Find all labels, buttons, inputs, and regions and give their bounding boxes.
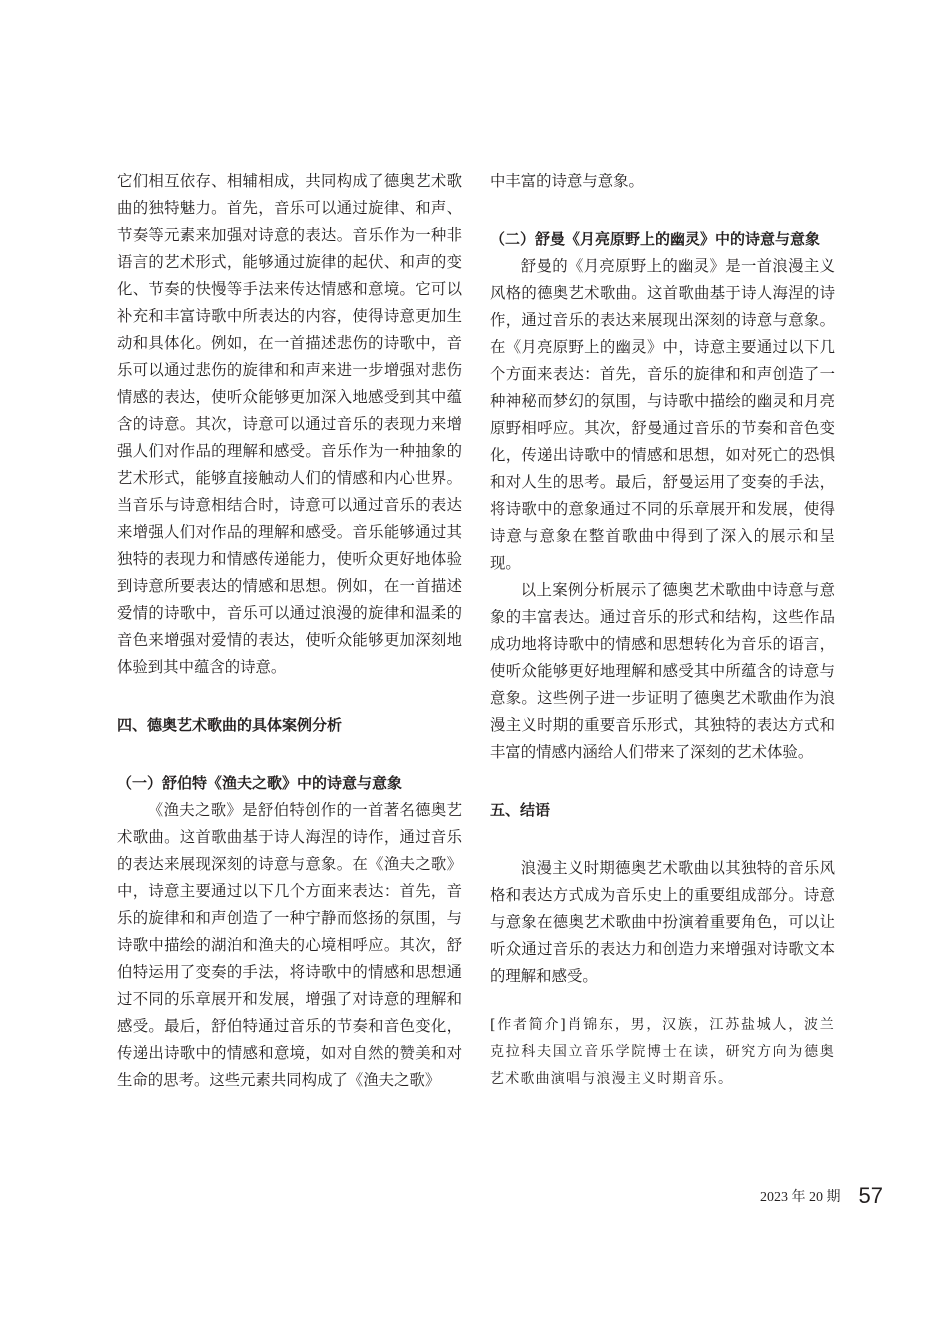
author-bio: [作者简介]肖锦东，男，汉族，江苏盐城人，波兰克拉科夫国立音乐学院博士在读，研究方向为德奥艺术歌曲演唱与浪漫主义时期音乐。 [490,1017,835,1087]
section-heading-4: 四、德奥艺术歌曲的具体案例分析 [117,716,343,734]
body-paragraph: 《渔夫之歌》是舒伯特创作的一首著名德奥艺术歌曲。这首歌曲基于诗人海涅的诗作，通过音乐的表达来展现深刻的诗意与意象。在《渔夫之歌》中，诗意主要通过以下几个方面来表达：首先，音乐的旋律和和声创造了一种宁静而悠扬的氛围，与诗歌中描绘的湖泊和渔夫的心境相呼应。其次，舒伯特运用了变奏的手法，将诗歌中的情感和思想通过不同的乐章展开和发展，增强了对诗意的理解和感受。最后，舒伯特通过音乐的节奏和音色变化，传递出诗歌中的情感和意境，如对自然的赞美和对生命的思考。这些元素共同构成了《渔夫之歌》 [117,801,462,1089]
body-paragraph: 中丰富的诗意与意象。 [490,172,644,190]
subsection-heading-2: （二）舒曼《月亮原野上的幽灵》中的诗意与意象 [490,230,821,248]
page-footer [760,1183,883,1209]
body-paragraph: 它们相互依存、相辅相成，共同构成了德奥艺术歌曲的独特魅力。首先，音乐可以通过旋律、和声、节奏等元素来加强对诗意的表达。音乐作为一种非语言的艺术形式，能够通过旋律的起伏、和声的变化、节奏的快慢等手法来传达情感和意境。它可以补充和丰富诗歌中所表达的内容，使得诗意更加生动和具体化。例如，在一首描述悲伤的诗歌中，音乐可以通过悲伤的旋律和和声来进一步增强对悲伤情感的表达，使听众能够更加深入地感受到其中蕴含的诗意。其次，诗意可以通过音乐的表现力来增强人们对作品的理解和感受。音乐作为一种抽象的艺术形式，能够直接触动人们的情感和内心世界。当音乐与诗意相结合时，诗意可以通过音乐的表达来增强人们对作品的理解和感受。音乐能够通过其独特的表现力和情感传递能力，使听众更好地体验到诗意所要表达的情感和思想。例如，在一首描述爱情的诗歌中，音乐可以通过浪漫的旋律和温柔的音色来增强对爱情的表达，使听众能够更加深刻地体验到其中蕴含的诗意。 [117,172,462,676]
body-paragraph: 浪漫主义时期德奥艺术歌曲以其独特的音乐风格和表达方式成为音乐史上的重要组成部分。诗意与意象在德奥艺术歌曲中扮演着重要角色，可以让听众通过音乐的表达力和创造力来增强对诗歌文本的理解和感受。 [490,859,835,985]
body-paragraph: 以上案例分析展示了德奥艺术歌曲中诗意与意象的丰富表达。通过音乐的形式和结构，这些作品成功地将诗歌中的情感和思想转化为音乐的语言，使听众能够更好地理解和感受其中所蕴含的诗意与意象。这些例子进一步证明了德奥艺术歌曲作为浪漫主义时期的重要音乐形式，其独特的表达方式和丰富的情感内涵给人们带来了深刻的艺术体验。 [490,581,835,761]
page-number: 57 [858,1183,883,1208]
body-paragraph: 舒曼的《月亮原野上的幽灵》是一首浪漫主义风格的德奥艺术歌曲。这首歌曲基于诗人海涅的诗作，通过音乐的表达来展现出深刻的诗意与意象。在《月亮原野上的幽灵》中，诗意主要通过以下几个方面来表达：首先，音乐的旋律和和声创造了一种神秘而梦幻的氛围，与诗歌中描绘的幽灵和月亮原野相呼应。其次，舒曼通过音乐的节奏和音色变化，传递出诗歌中的情感和思想，如对死亡的恐惧和对人生的思考。最后，舒曼运用了变奏的手法，将诗歌中的意象通过不同的乐章展开和发展，使得诗意与意象在整首歌曲中得到了深入的展示和呈现。 [490,257,835,572]
subsection-heading-1: （一）舒伯特《渔夫之歌》中的诗意与意象 [117,774,403,792]
section-heading-5: 五、结语 [490,801,551,819]
left-column [117,168,462,1094]
issue-label: 2023 年 20 期 [760,1190,841,1205]
right-column [490,168,835,1093]
